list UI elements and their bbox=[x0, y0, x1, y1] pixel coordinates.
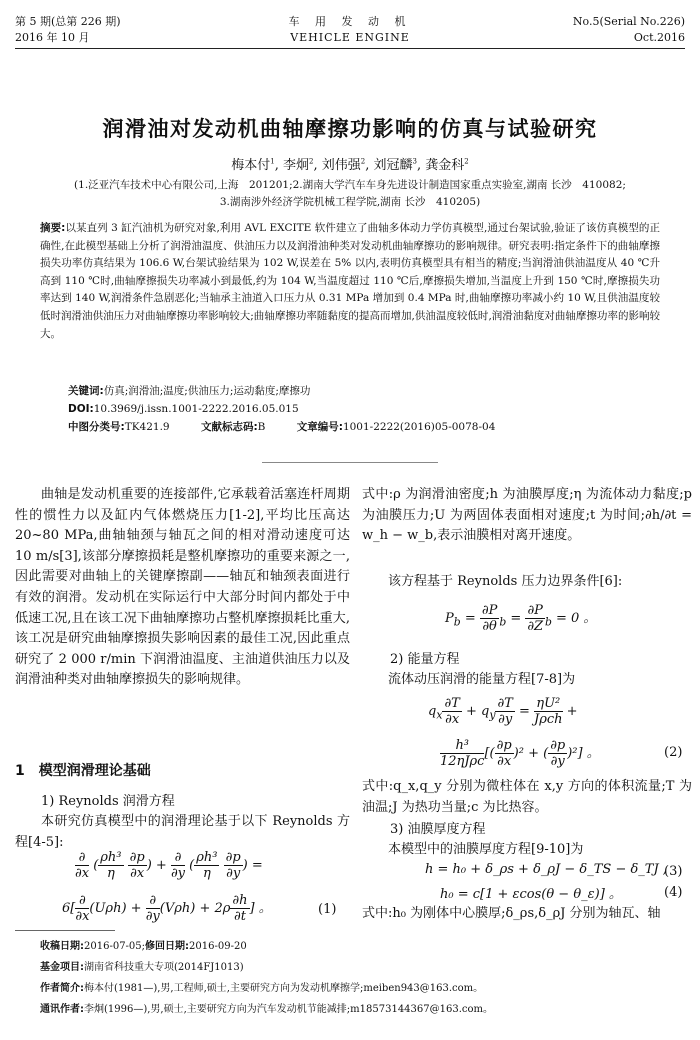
author: 李炯 bbox=[283, 158, 310, 173]
subsection-heading: 3) 油膜厚度方程 bbox=[390, 822, 486, 837]
equation-2-cont: $\frac{\text{h³}}{\text{12ηJρc}}$ [( $\frac{\partial p}{\partial x}$ )² + ( $\frac{\partial p}{\partial y}$ )²] 。 bbox=[440, 738, 600, 769]
subsection-heading: 1) Reynolds 润滑方程 bbox=[41, 794, 175, 809]
eq1-explanation: 式中:ρ 为润滑油密度;h 为油膜厚度;η 为流体动力黏度;p 为油膜压力;U 为两固体表面相对速度;t 为时间;∂h/∂t = w_h − w_b,表示油膜相对离开速度。 bbox=[362, 487, 692, 544]
author: 梅本付 bbox=[231, 158, 271, 173]
abstract bbox=[40, 220, 660, 343]
film-intro: 本模型中的油膜厚度方程[9-10]为 bbox=[388, 842, 584, 857]
eq4-explanation: 式中:h₀ 为刚体中心膜厚;δ_ρs,δ_ρJ 分别为轴瓦、轴 bbox=[362, 906, 661, 921]
equation-4: h₀ = c[1 + εcos(θ − θ_ε)] 。 bbox=[440, 887, 622, 902]
eq2-explanation: 式中:q_x,q_y 分别为微柱体在 x,y 方向的体积流量;T 为油温;J 为热功当量;c 为比热容。 bbox=[362, 779, 692, 815]
author: 刘冠麟 bbox=[373, 158, 413, 173]
equation-1-rhs: 6[ $\frac{\partial}{\partial x}$ (Uρh) + $\frac{\partial}{\partial y}$ (Vρh) + 2ρ $\frac{\partial h}{\partial t}$ ] 。 bbox=[62, 893, 272, 924]
abstract-divider bbox=[262, 462, 438, 463]
paper-title: 润滑油对发动机曲轴摩擦功影响的仿真与试验研究 bbox=[102, 117, 598, 141]
intro-paragraph: 曲轴是发动机重要的连接部件,它承载着活塞连杆周期性的惯性力以及缸内气体燃烧压力[1-2],平均比压高达 20~80 MPa,曲轴轴颈与轴瓦之间的相对滑动速度可达 10 m/s[3],该部分摩擦损耗是整机摩擦功的重要来源之一,因此需要对曲轴上的关键摩擦副——轴瓦和轴颈表面进行有效的润滑。发动机在实际运行中大部分时间内都处于中低速工况,且在该工况下曲轴摩擦功占整机摩擦损耗比重大,该工况是研究曲轴摩擦损失影响因素的最佳工况,因此重点研究了 2 000 r/min 下润滑油温度、主油道供油压力以及润滑油种类对曲轴摩擦损失的影响规律。 bbox=[15, 487, 350, 688]
journal-name-en: VEHICLE ENGINE bbox=[290, 31, 410, 44]
journal-name-cn: 车 用 发 动 机 bbox=[288, 15, 412, 28]
section-heading: 1 模型润滑理论基础 bbox=[15, 763, 151, 779]
keywords: 关键词:仿真;润滑油;温度;供油压力;运动黏度;摩擦功 bbox=[68, 385, 311, 397]
issue-number: 第 5 期(总第 226 期) bbox=[15, 15, 121, 28]
author: 刘伟强 bbox=[321, 158, 361, 173]
equation-1-number: (1) bbox=[318, 902, 337, 917]
issue-date: 2016 年 10 月 bbox=[15, 31, 90, 44]
boundary-intro: 该方程基于 Reynolds 压力边界条件[6]: bbox=[388, 574, 623, 589]
author-list: 梅本付$^1$, 李炯$^2$, 刘伟强$^2$, 刘冠麟$^3$, 龚金科$^2$ bbox=[231, 157, 469, 173]
issue-date-en: Oct.2016 bbox=[633, 31, 685, 44]
footnotes: 收稿日期:2016-07-05;修回日期:2016-09-20 基金项目:湖南省科技重大专项(2014FJ1013) 作者简介:梅本付(1981—),男,工程师,硕士,主要研究方向为发动机摩擦学;meiben943@163.com。 通讯作者:李炯(1996—),男,硕士,主要研究方向为汽车发动机节能减排;m18573144367@163.com。 bbox=[40, 941, 493, 1015]
subsection-heading: 2) 能量方程 bbox=[390, 652, 460, 667]
equation-2: $q_x$ $\frac{\partial T}{\partial x}$ + $q_y$ $\frac{\partial T}{\partial y}$ = $\frac{\text{ηU²}}{\text{Jρch}}$ + bbox=[428, 696, 578, 727]
author: 龚金科 bbox=[425, 158, 465, 173]
abstract-text: 以某直列 3 缸汽油机为研究对象,利用 AVL EXCITE 软件建立了曲轴多体动力学仿真模型,通过台架试验,验证了该仿真模型的正确性,在此模型基础上分析了润滑油温度、供油压力以及润滑油种类对发动机曲轴摩擦功的影响规律。研究表明:指定条件下的曲轴摩擦损失功率仿真结果为 106.6 W,台架试验结果为 102 W,误差在 5% 以内,表明仿真模型具有相当的精度;当润滑油供油温度从 40 ℃升高到 110 ℃时,曲轴摩擦损失功率减小到最低,约为 104 W,当温度超过 110 ℃后,摩擦损失增加,当温度上升到 150 ℃时,摩擦损失功率达到 140 W,润滑条件急剧恶化;当轴承主油道入口压力从 0.31 MPa 增加到 0.4 MPa 时,曲轴摩擦功率减小约 10 W,且供油温度较低时润滑油供油压力对曲轴摩擦功率影响较大;曲轴摩擦功率随黏度的提高而增加,供油温度较低时,润滑油黏度对曲轴摩擦功率的影响较大。 bbox=[40, 222, 660, 340]
header-rule bbox=[15, 48, 685, 49]
equation-4-number: (4) bbox=[664, 885, 683, 900]
classification: 中图分类号:TK421.9 文献标志码:B 文章编号:1001-2222(2016)05-0078-04 bbox=[68, 421, 496, 433]
reynolds-intro: 本研究仿真模型中的润滑理论基于以下 Reynolds 方程[4-5]: bbox=[15, 814, 350, 850]
footnote-rule bbox=[15, 930, 115, 931]
doi: DOI:10.3969/j.issn.1001-2222.2016.05.015 bbox=[68, 403, 299, 415]
abstract-label: 摘要: bbox=[40, 222, 66, 234]
affiliation-line2: 3.湖南涉外经济学院机械工程学院,湖南 长沙 410205) bbox=[219, 196, 481, 208]
equation-3-number: (3) bbox=[664, 864, 683, 879]
equation-1: $\frac{\partial}{\partial x}$ ( $\frac{\text{ρh³}}{\eta}$ $\frac{\partial p}{\partial x}$ ) + $\frac{\partial}{\partial y}$ ( $\frac{\text{ρh³}}{\eta}$ $\frac{\partial p}{\partial y}$ ) = bbox=[75, 850, 263, 881]
affiliation-line1: (1.泛亚汽车技术中心有限公司,上海 201201;2.湖南大学汽车车身先进设计制造国家重点实验室,湖南 长沙 410082; bbox=[74, 179, 626, 191]
issue-number-en: No.5(Serial No.226) bbox=[572, 15, 685, 28]
energy-intro: 流体动压润滑的能量方程[7-8]为 bbox=[388, 672, 576, 687]
equation-3: h = h₀ + δ_ρs + δ_ρJ − δ_TS − δ_TJ , bbox=[425, 862, 667, 877]
boundary-equation: $P_b$ = $\frac{\partial P}{\partial\theta}$ $_b$ = $\frac{\partial P}{\partial Z}$ $_b$ = 0 。 bbox=[445, 603, 597, 634]
equation-2-number: (2) bbox=[664, 745, 683, 760]
